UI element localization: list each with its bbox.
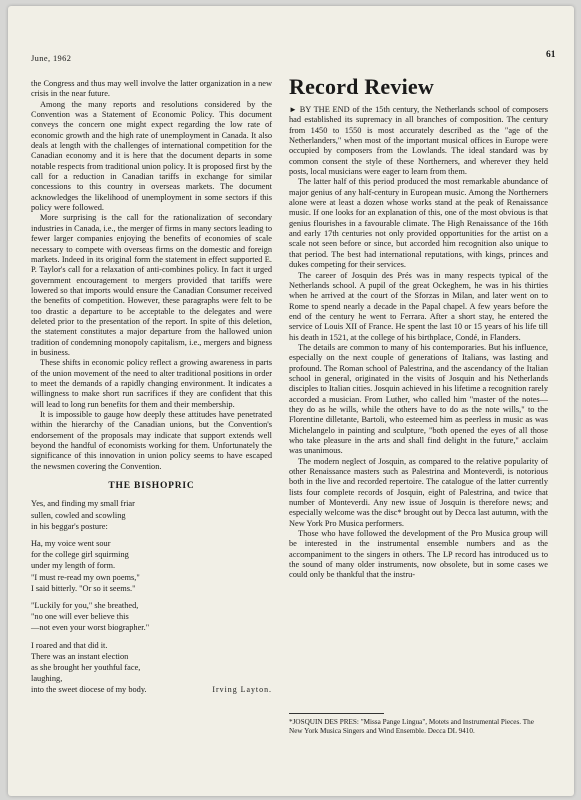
poem-line: as she brought her youthful face, (31, 663, 141, 673)
poem-last-line (31, 684, 272, 695)
poem-title: THE BISHOPRIC (108, 481, 195, 492)
poem-line: I roared and that did it. (31, 640, 108, 650)
left-column (31, 79, 272, 702)
body-paragraph: The career of Josquin des Prés was in many respects typical of the Netherlands school. A pupil of the great Ockeghem, he was in his thirties when he arrived at the court of the Sforzas in Milan, and later went on to Rome to spend nearly a decade in the Papal chapel. A few years before the end of the century he went to Ferrara. After a short stay, he entered the service of Louis XII of France. He spent the last 10 or 15 years of his life till his death in 1521, at the college of his birthplace, Condé, in Flanders. (289, 270, 548, 342)
section-title: Record Review (289, 74, 434, 99)
poem-stanza (31, 640, 272, 696)
footnote-divider (289, 713, 384, 714)
poem-line: into the sweet diocese of my body. (31, 685, 147, 695)
body-paragraph: These shifts in economic policy reflect a growing awareness in parts of the union movement of the need to alter traditional positions in order to meet the demands of a rapidly changing environment. It indicates a willingness to make short run sacrifices if they are confident that this will lead to long run benefits for them and their membership. (31, 358, 272, 409)
footnote: *JOSQUIN DES PRES: "Missa Pange Lingua", Motets and Instrumental Pieces. The New York Musica Singers and Wind Ensemble. Decca DL 9410. (289, 718, 534, 735)
body-paragraph: Those who have followed the development of the Pro Musica group will be interested in the instrumental ensemble numbers and as the accompaniment to the singers in others. The LP record has introduced us to the sound of many older instruments, now obsolete, but in some cases we could only be thankful that the instru- (289, 529, 548, 580)
body-paragraph: The latter half of this period produced the most remarkable abundance of major genius of any half-century in European music. Among the Northerners alone were at least a dozen whose works stand at the peak of Renaissance music. If one looks for an explanation of this, one of the most obvious is that genius flourishes in a favourable climate. The High Renaissance of the 16th and early 17th centuries not only provided opportunities for the artist on a scale not seen before or since, but accorded him recognition also unique to that period. The best had international reputations, with kings, princes and dukes competing for their services. (289, 177, 548, 270)
lead-paragraph-text: BY THE END of the 15th century, the Netherlands school of composers had established its supremacy in all branches of composition. The century from 1450 to 1550 is most accurately described as the "age of the Netherlanders," when most of the important musical offices in Europe were occupied by composers from the Lowlands. The ideal standard was by common consent the style of these Northerners, and wherever they held posts, local musicians were eager to learn from them. (289, 105, 548, 177)
issue-date: June, 1962 (31, 54, 72, 63)
poem (31, 498, 272, 695)
body-paragraph: More surprising is the call for the rationalization of secondary industries in Canada, i.e., the merger of firms in many sectors leading to fewer larger companies enjoying the benefits of economies of scale necessary to compete with overseas firms on the domestic and foreign markets. Indeed in its original form the statement in effect supported E. P. Taylor's call for a relaxation of anti-combines policy. In fact it urged government encouragement to mergers provided that tariffs were lowered so that imports would ensure the Canadian Consumer received the benefits of competition. However, these paragraphs were felt to be too drastic a departure to be acceptable to the delegates and were deleted prior to the presentation of the report. In spite of this deletion, the statement constitutes a major departure from the hallowed union tradition of condemning monopoly capitalism, i.e., mergers and bigness in business. (31, 213, 272, 357)
poem-stanza (31, 600, 272, 634)
poem-line: I said bitterly. "Or so it seems." (31, 583, 136, 593)
poem-line: Ha, my voice went sour (31, 539, 111, 549)
right-column (289, 75, 548, 581)
body-paragraph: It is impossible to gauge how deeply these attitudes have penetrated within the hierarchy of the Canadian unions, but the Convention's endorsement of the proposals may indicate that support extends well beyond the handful of economists working for them. Unfortunately the significance of this innovation in union policy seems to have escaped the newsmen covering the Convention. (31, 410, 272, 471)
body-paragraph: Among the many reports and resolutions considered by the Convention was a Statement of Economic Policy. This document conveys the concern one might expect regarding the low rate of economic growth and the high rate of unemployment in Canada. It also deals at length with the challenges of international competition for the Canadian economy and it is here that the document departs in some notable respects from traditional union policy. It is proposed first by the call for a reduction in Canadian tariffs in exchange for similar concessions to this country in overseas markets. The document acknowledges the likelihood of unemployment in some sectors if this policy were followed. (31, 99, 272, 213)
poem-line: for the college girl squirming (31, 550, 129, 560)
poem-line: "Luckily for you," she breathed, (31, 601, 139, 611)
poem-line: There was an instant election (31, 651, 129, 661)
poem-stanza (31, 538, 272, 594)
poem-line: —not even your worst biographer." (31, 623, 150, 633)
body-paragraph: the Congress and thus may well involve the latter organization in a new crisis in the near future. (31, 79, 272, 99)
poem-line: "I must re-read my own poems," (31, 572, 140, 582)
poem-stanza (31, 498, 272, 532)
poem-line: sullen, cowled and scowling (31, 510, 126, 520)
poem-author: Irving Layton. (212, 685, 272, 695)
poem-line: in his beggar's posture: (31, 521, 108, 531)
poem-line: laughing, (31, 674, 63, 684)
poem-line: "no one will ever believe this (31, 612, 129, 622)
body-paragraph: The details are common to many of his contemporaries. But his influence, especially on the next couple of generations of Italians, was lasting and profound. The Roman school of Palestrina, and the ascendancy of the Italian school in general, originated in the visits of Josquin and his Netherlands disciples to Italian cities. Josquin achieved in his lifetime a recognition rarely accorded a musician. From Luther, who called him "master of the notes—they do as he wills, while the others have to do as the note wills," to the Florentine dilletante, Bartoli, who esteemed him as peerless in music as was Michelangelo in painting and sculpture, "both opened the eyes of all those who take pleasure in the arts and shall find delight in the future," acclaim was unanimous. (289, 342, 548, 456)
poem-line: Yes, and finding my small friar (31, 499, 135, 509)
body-paragraph: The modern neglect of Josquin, as compared to the relative popularity of other Renaissance masters such as Palestrina and Monteverdi, is notorious both in the live and recorded repertoire. The catalogue of the latter currently lists four complete records of Josquin, eight of Palestrina, and twice that number of Monteverdi. Any new issue of Josquin is therefore news; and especially welcome was the disc* brought out by Decca last autumn, with the New York Pro Musica performers. (289, 456, 548, 528)
lead-paragraph (289, 105, 548, 177)
lead-arrow-icon: ► (289, 105, 297, 114)
page-number: 61 (546, 50, 556, 60)
poem-line: under my length of form. (31, 561, 116, 571)
